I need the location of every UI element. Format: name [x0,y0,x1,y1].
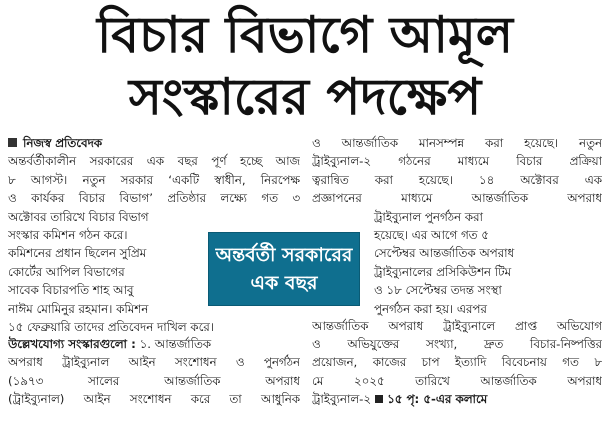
right-line-8: ট্রাইব্যুনালের প্রসিকিউশন টিম [374,264,512,279]
headline-line-2: সংস্কারের পদক্ষেপ [128,68,482,126]
right-line-2: ট্রাইব্যুনাল-২ গঠনের মাধ্যমে বিচার প্রক্রিয়া [312,154,602,169]
left-line-4: অক্টোবর তারিখে বিচার বিভাগ [8,209,149,224]
byline-square-icon [8,138,17,147]
left-line-7: কোর্টের আপিল বিভাগের [8,264,125,279]
pull-quote-box [208,232,360,306]
right-line-4: প্রজ্ঞাপনের মাধ্যমে আন্তর্জাতিক অপরাধ [312,191,602,206]
right-line-7: সেপ্টেম্বর আন্তর্জাতিক অপরাধ [374,246,515,261]
right-line-3: ত্বরান্বিত করা হয়েছে। ১৪ অক্টোবর এক [312,172,602,187]
bottom-right-column [312,317,602,409]
bottom-right-line-4: মে ২০২৫ তারিখে আন্তর্জাতিক অপরাধ [312,373,602,388]
bottom-left-line-4: (ট্রাইব্যুনাল) আইন সংশোধন করে তা আধুনিক [8,392,300,407]
left-line-1: অন্তর্বর্তীকালীন সরকারের এক বছর পূর্ণ হচ্ছে আজ [8,154,300,169]
pull-quote-line-2: এক বছর [250,272,318,294]
continuation-link[interactable]: ১৫ পৃ: ৫-এর কলামে [387,392,488,407]
byline-text: নিজস্ব প্রতিবেদক [23,136,103,150]
right-line-1: ও আন্তর্জাতিক মানসম্পন্ন করা হয়েছে। নতুন [312,136,602,150]
left-line-10: ১৫ ফেব্রুয়ারি তাদের প্রতিবেদন দাখিল করে। [8,319,215,334]
bottom-left-line-1 [8,335,300,353]
pull-quote-line-1: অন্তর্বর্তী সরকারের [215,244,353,266]
reforms-subhead: উল্লেখযোগ্য সংস্কারগুলো : [8,337,136,351]
pull-quote [208,232,360,306]
reforms-subhead-rest: ১. আন্তর্জাতিক [139,337,212,351]
left-line-8: সাবেক বিচারপতি শাহ আবু [8,283,134,298]
bottom-right-line-5 [312,390,602,408]
bottom-left-column [8,335,300,409]
right-line-9: ও ১৮ সেপ্টেম্বর তদন্ত সংস্থা [374,283,502,298]
bottom-right-line-2: ও অভিযুক্তের সংখ্যা, দ্রুত বিচার-নিষ্পত্তির [312,337,602,351]
left-line-5: সংস্কার কমিশন গঠন করে। [8,227,128,242]
bottom-left-line-3: (১৯৭৩ সালের আন্তর্জাতিক অপরাধ [8,373,300,388]
left-line-9: নাঈম মোমিনুর রহমান। কমিশন [8,301,149,316]
left-line-6: কমিশনের প্রধান ছিলেন সুপ্রিম [8,246,147,261]
bottom-left-line-2: অপরাধ ট্রাইব্যুনাল আইন সংশোধন ও পুনর্গঠন [8,355,300,370]
headline-line-1: বিচার বিভাগে আমূল [96,6,514,64]
continuation-square-icon [375,395,383,403]
right-line-10: পুনর্গঠন করা হয়। এরপর [374,301,487,316]
bottom-right-line-1: আন্তর্জাতিক অপরাধ ট্রাইব্যুনালে প্রাপ্ত অভিযোগ [312,318,602,333]
byline [8,134,300,152]
left-line-3: ও কার্যকর বিচার বিভাগ’ প্রতিষ্ঠার লক্ষ্যে গত ৩ [8,191,300,206]
left-line-2: ৮ আগস্ট। নতুন সরকার ‘একটি স্বাধীন, নিরপেক্ষ [8,172,300,187]
bottom-right-line-3: প্রয়োজন, কাজের চাপ ইত্যাদি বিবেচনায় গত ৮ [312,355,602,370]
right-line-6: হয়েছে। এর আগে গত ৫ [374,227,489,242]
right-line-5: ট্রাইব্যুনাল পুনর্গঠন করা [374,209,483,224]
bottom-right-line-5-text: ট্রাইব্যুনাল-২ [312,392,372,407]
